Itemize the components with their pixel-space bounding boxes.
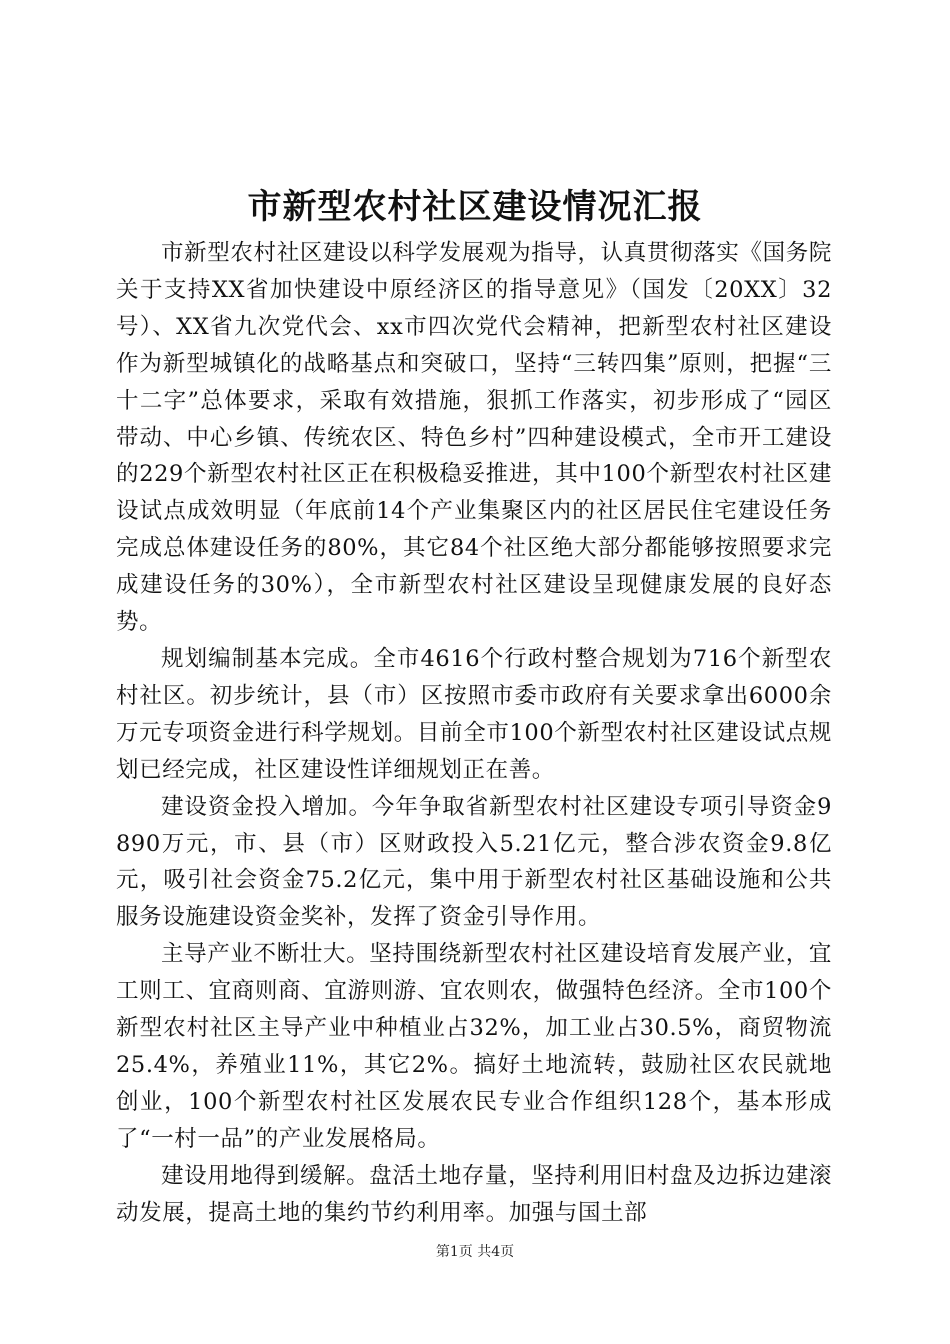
paragraph-industry: 主导产业不断壮大。坚持围绕新型农村社区建设培育发展产业，宜工则工、宜商则商、宜游则游、宜农则农，做强特色经济。全市100个新型农村社区主导产业中种植业占32%，加工业占30.5%，商贸物流25.4%，养殖业11%，其它2%。搞好土地流转，鼓励社区农民就地创业，100个新型农村社区发展农民专业合作组织128个，基本形成了“一村一品”的产业发展格局。 <box>116 941 832 1152</box>
paragraph-funding: 建设资金投入增加。今年争取省新型农村社区建设专项引导资金9890万元，市、县（市）区财政投入5.21亿元，整合涉农资金9.8亿元，吸引社会资金75.2亿元，集中用于新型农村社区基础设施和公共服务设施建设资金奖补，发挥了资金引导作用。 <box>116 793 832 931</box>
document-body <box>116 235 832 1231</box>
paragraph-land-use: 建设用地得到缓解。盘活土地存量，坚持利用旧村盘及边拆边建滚动发展，提高土地的集约节约利用率。加强与国土部 <box>116 1162 832 1226</box>
paragraph-intro: 市新型农村社区建设以科学发展观为指导，认真贯彻落实《国务院关于支持XX省加快建设中原经济区的指导意见》（国发〔20XX〕32号）、XX省九次党代会、xx市四次党代会精神，把新型农村社区建设作为新型城镇化的战略基点和突破口，坚持“三转四集”原则，把握“三十二字”总体要求，采取有效措施，狠抓工作落实，初步形成了“园区带动、中心乡镇、传统农区、特色乡村”四种建设模式，全市开工建设的229个新型农村社区正在积极稳妥推进，其中100个新型农村社区建设试点成效明显（年底前14个产业集聚区内的社区居民住宅建设任务完成总体建设任务的80%，其它84个社区绝大部分都能够按照要求完成建设任务的30%），全市新型农村社区建设呈现健康发展的良好态势。 <box>116 240 832 636</box>
document-title: 市新型农村社区建设情况汇报 <box>247 187 703 227</box>
paragraph-planning: 规划编制基本完成。全市4616个行政村整合规划为716个新型农村社区。初步统计，县（市）区按照市委市政府有关要求拿出6000余万元专项资金进行科学规划。目前全市100个新型农村社区建设试点规划已经完成，社区建设性详细规划正在善。 <box>116 645 832 783</box>
page-number-footer: 第1页 共4页 <box>435 1244 515 1260</box>
